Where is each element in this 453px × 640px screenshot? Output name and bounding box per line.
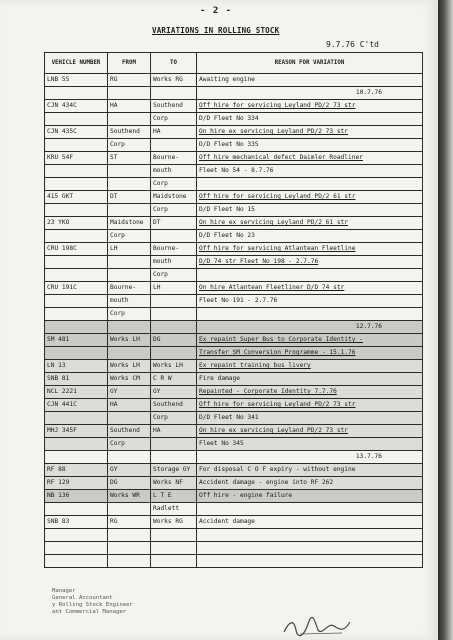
vehicle-number-cell [45,542,108,555]
from-cell: Corp [108,230,151,243]
distribution-line: ant Commercial Manager [52,609,127,615]
from-cell [108,555,151,568]
reason-cell: Fleet No 54 - 8.7.76 [197,165,423,178]
to-cell: HA [151,126,197,139]
table-row [45,451,423,464]
reason-cell: Accident damage - engine into RF 262 [197,477,423,490]
to-cell: Corp [151,178,197,191]
from-cell: RG [108,516,151,529]
to-cell [151,230,197,243]
from-cell [108,178,151,191]
reason-cell: 12.7.76 [197,321,423,334]
to-cell [151,529,197,542]
from-cell [108,269,151,282]
vehicle-number-cell [45,451,108,464]
reason-cell: Off hire for servicing Leyland PD/2 61 str [197,191,423,204]
to-cell: Storage GY [151,464,197,477]
reason-cell: Accident damage [197,516,423,529]
table-row [45,425,423,438]
from-cell [108,87,151,100]
column-header-to: TO [151,53,197,74]
table-row [45,542,423,555]
reason-cell: D/D Fleet No 341 [197,412,423,425]
reason-cell: Awaiting engine [197,74,423,87]
distribution-line: Manager [52,588,76,594]
table-row [45,399,423,412]
reason-cell: Off hire for servicing Leyland PD/2 73 str [197,399,423,412]
to-cell: HA [151,425,197,438]
to-cell: GY [151,386,197,399]
reason-cell: 13.7.76 [197,451,423,464]
to-cell [151,451,197,464]
to-cell: Corp [151,269,197,282]
reason-cell: Off hire for servicing Atlantean Fleetline [197,243,423,256]
reason-cell: D/D Fleet No 335 [197,139,423,152]
to-cell: Corp [151,113,197,126]
table-row [45,126,423,139]
to-cell [151,308,197,321]
to-cell [151,542,197,555]
table-row [45,308,423,321]
to-cell [151,87,197,100]
vehicle-number-cell: 415 GKT [45,191,108,204]
vehicle-number-cell [45,503,108,516]
to-cell: Maidstone [151,191,197,204]
reason-cell: D/D Fleet No 23 [197,230,423,243]
table-row [45,490,423,503]
table-row [45,360,423,373]
from-cell [108,256,151,269]
vehicle-number-cell [45,308,108,321]
vehicle-number-cell [45,555,108,568]
table-row [45,464,423,477]
to-cell: Corp [151,412,197,425]
from-cell: DG [108,477,151,490]
vehicle-number-cell [45,295,108,308]
from-cell: GY [108,464,151,477]
vehicle-number-cell [45,412,108,425]
from-cell: Corp [108,139,151,152]
table-row [45,100,423,113]
from-cell [108,451,151,464]
from-cell: Southend [108,126,151,139]
table-row [45,321,423,334]
table-row [45,74,423,87]
from-cell: mouth [108,295,151,308]
variations-table [44,52,423,568]
from-cell: HA [108,100,151,113]
from-cell: Bourne- [108,282,151,295]
vehicle-number-cell [45,529,108,542]
from-cell: DT [108,191,151,204]
vehicle-number-cell [45,230,108,243]
distribution-list [52,588,133,616]
vehicle-number-cell: CRU 191C [45,282,108,295]
vehicle-number-cell [45,204,108,217]
vehicle-number-cell: LN 13 [45,360,108,373]
to-cell [151,295,197,308]
column-header-reason: REASON FOR VARIATION [197,53,423,74]
to-cell: C R W [151,373,197,386]
reason-cell: Off hire - engine failure [197,490,423,503]
from-cell [108,165,151,178]
distribution-line: y Rolling Stock Engineer [52,602,133,608]
to-cell: DG [151,334,197,347]
from-cell: Corp [108,438,151,451]
table-header-row [45,53,423,74]
vehicle-number-cell: SNB 83 [45,516,108,529]
from-cell [108,529,151,542]
vehicle-number-cell [45,438,108,451]
vehicle-number-cell: MHJ 345F [45,425,108,438]
table-row [45,204,423,217]
to-cell [151,555,197,568]
column-header-from: FROM [108,53,151,74]
table-row [45,334,423,347]
table-row [45,256,423,269]
to-cell: Radlett [151,503,197,516]
table-row [45,191,423,204]
from-cell [108,412,151,425]
to-cell: mouth [151,165,197,178]
from-cell [108,503,151,516]
table-row [45,412,423,425]
vehicle-number-cell [45,139,108,152]
vehicle-number-cell [45,269,108,282]
reason-cell: D/D Fleet No 334 [197,113,423,126]
reason-cell: Transfer SM Conversion Programme - 15.1.76 [197,347,423,360]
vehicle-number-cell [45,256,108,269]
vehicle-number-cell [45,321,108,334]
to-cell [151,347,197,360]
vehicle-number-cell [45,347,108,360]
reason-cell: On hire ex servicing Leyland PD/2 73 str [197,126,423,139]
document-title: VARIATIONS IN ROLLING STOCK [152,26,280,35]
table-row [45,152,423,165]
scan-edge-shadow [438,0,453,640]
table-row [45,139,423,152]
to-cell: mouth [151,256,197,269]
to-cell: L T E [151,490,197,503]
reason-cell: Fire damage [197,373,423,386]
page-number: - 2 - [200,6,233,16]
table-body [45,74,423,568]
from-cell: ST [108,152,151,165]
table-row [45,295,423,308]
reason-cell: On hire ex servicing Leyland PD/2 61 str [197,217,423,230]
table-row [45,516,423,529]
vehicle-number-cell: SM 481 [45,334,108,347]
to-cell [151,321,197,334]
reason-cell: For disposal C O F expiry - without engine [197,464,423,477]
continued-date: 9.7.76 C'td [326,40,379,49]
to-cell: DT [151,217,197,230]
to-cell [151,139,197,152]
reason-cell [197,308,423,321]
vehicle-number-cell [45,178,108,191]
table-row [45,178,423,191]
reason-cell: D/D 74 str Fleet No 198 - 2.7.76 [197,256,423,269]
to-cell: Southend [151,399,197,412]
reason-cell [197,542,423,555]
table-row [45,373,423,386]
from-cell [108,204,151,217]
distribution-line: General Accountant [52,595,113,601]
vehicle-number-cell: CJN 434C [45,100,108,113]
table-row [45,113,423,126]
to-cell: Bourne- [151,152,197,165]
table-row [45,386,423,399]
to-cell: Southend [151,100,197,113]
reason-cell [197,555,423,568]
from-cell: Works LH [108,334,151,347]
table-row [45,243,423,256]
to-cell [151,438,197,451]
to-cell: Bourne- [151,243,197,256]
vehicle-number-cell: KRU 54F [45,152,108,165]
table-row [45,555,423,568]
from-cell: Maidstone [108,217,151,230]
reason-cell: D/D Fleet No 15 [197,204,423,217]
table-row [45,503,423,516]
reason-cell: Fleet No 191 - 2.7.76 [197,295,423,308]
reason-cell: Off hire for servicing Leyland PD/2 73 str [197,100,423,113]
vehicle-number-cell [45,87,108,100]
to-cell: Corp [151,204,197,217]
reason-cell [197,503,423,516]
from-cell [108,347,151,360]
table-row [45,165,423,178]
vehicle-number-cell: CJN 435C [45,126,108,139]
table-row [45,282,423,295]
table-row [45,347,423,360]
vehicle-number-cell: SNB 81 [45,373,108,386]
table-row [45,87,423,100]
from-cell: HA [108,399,151,412]
from-cell: LH [108,243,151,256]
from-cell [108,113,151,126]
reason-cell: Fleet No 345 [197,438,423,451]
from-cell: RG [108,74,151,87]
to-cell: LH [151,282,197,295]
table-row [45,269,423,282]
reason-cell: 10.7.76 [197,87,423,100]
vehicle-number-cell: RF 88 [45,464,108,477]
from-cell: Works CM [108,373,151,386]
reason-cell: Repainted - Corporate Identity 7.7.76 [197,386,423,399]
vehicle-number-cell: CRU 198C [45,243,108,256]
from-cell: Corp [108,308,151,321]
vehicle-number-cell: RF 129 [45,477,108,490]
vehicle-number-cell: CJN 441C [45,399,108,412]
to-cell: Works NF [151,477,197,490]
from-cell [108,321,151,334]
table-row [45,529,423,542]
reason-cell: On hire ex servicing Leyland PD/2 73 str [197,425,423,438]
to-cell: Works RG [151,516,197,529]
to-cell: Works RG [151,74,197,87]
reason-cell [197,529,423,542]
reason-cell: Off hire mechanical defect Daimler Roadliner [197,152,423,165]
signature-image [282,616,352,638]
to-cell: Works LH [151,360,197,373]
from-cell: Works WR [108,490,151,503]
from-cell: Works LH [108,360,151,373]
from-cell: Southend [108,425,151,438]
reason-cell [197,178,423,191]
column-header-vehicle-number: VEHICLE NUMBER [45,53,108,74]
table-row [45,217,423,230]
vehicle-number-cell: 23 YKO [45,217,108,230]
table-row [45,438,423,451]
reason-cell: Ex repaint training bus livery [197,360,423,373]
vehicle-number-cell: LNB 55 [45,74,108,87]
reason-cell: Ex repaint Super Bus to Corporate Identity - [197,334,423,347]
reason-cell: On hire Atlantean Fleetliner D/D 74 str [197,282,423,295]
vehicle-number-cell: NCL 2221 [45,386,108,399]
table-row [45,230,423,243]
vehicle-number-cell [45,113,108,126]
table-row [45,477,423,490]
vehicle-number-cell: NB 136 [45,490,108,503]
from-cell [108,542,151,555]
reason-cell [197,269,423,282]
vehicle-number-cell [45,165,108,178]
from-cell: GY [108,386,151,399]
